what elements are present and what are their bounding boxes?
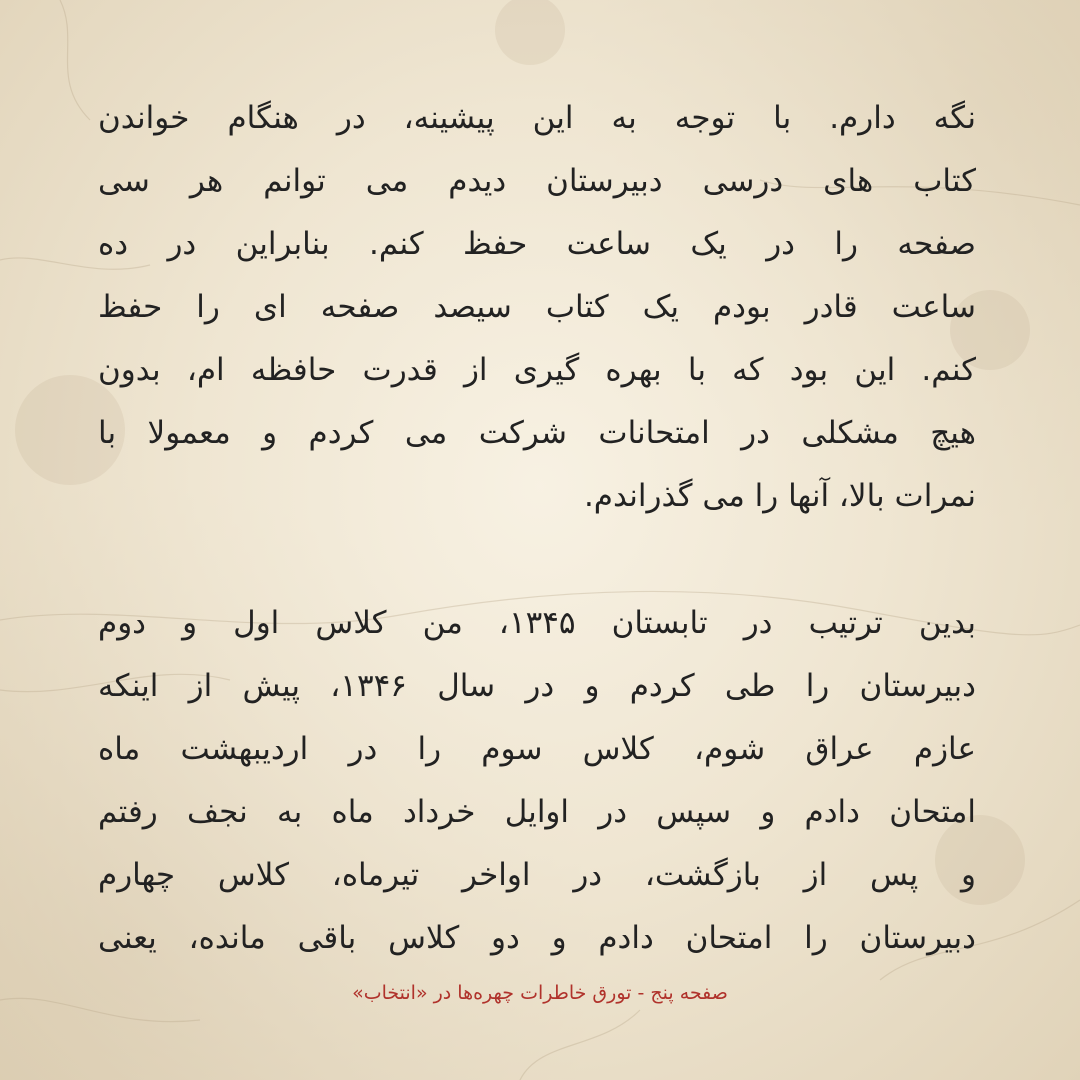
paragraph-1-line-5: کنم. این بود که با بهره گیری از قدرت حافظه ام، بدون [98, 352, 976, 388]
paragraph-1-line-2: کتاب های درسی دبیرستان دیدم می توانم هر سی [98, 163, 976, 199]
paragraph-2-line-6: دبیرستان را امتحان دادم و دو کلاس باقی مانده، یعنی [98, 920, 976, 956]
page-footer-caption: صفحه پنج - تورق خاطرات چهره‌ها در «انتخاب» [352, 982, 728, 1004]
paragraph-1-line-7: نمرات بالا، آنها را می گذراندم. [583, 478, 976, 514]
paragraph-2-line-5: و پس از بازگشت، در اواخر تیرماه، کلاس چهارم [98, 857, 976, 893]
paragraph-2 [98, 592, 976, 970]
paragraph-2-line-2: دبیرستان را طی کردم و در سال ۱۳۴۶، پیش از اینکه [98, 668, 976, 704]
paragraph-1-line-6: هیچ مشکلی در امتحانات شرکت می کردم و معمولا با [98, 415, 976, 451]
paragraph-2-line-4: امتحان دادم و سپس در اوایل خرداد ماه به نجف رفتم [98, 794, 976, 830]
paragraph-1-line-3: صفحه را در یک ساعت حفظ کنم. بنابراین در ده [98, 226, 976, 262]
paragraph-2-line-1: بدین ترتیب در تابستان ۱۳۴۵، من کلاس اول و دوم [98, 605, 976, 641]
paragraph-1-line-1: نگه دارم. با توجه به این پیشینه، در هنگام خواندن [98, 100, 976, 136]
paragraph-2-line-3: عازم عراق شوم، کلاس سوم را در اردیبهشت ماه [98, 731, 976, 767]
paragraph-1-line-4: ساعت قادر بودم یک کتاب سیصد صفحه ای را حفظ [98, 289, 976, 325]
paragraph-1 [98, 87, 976, 528]
